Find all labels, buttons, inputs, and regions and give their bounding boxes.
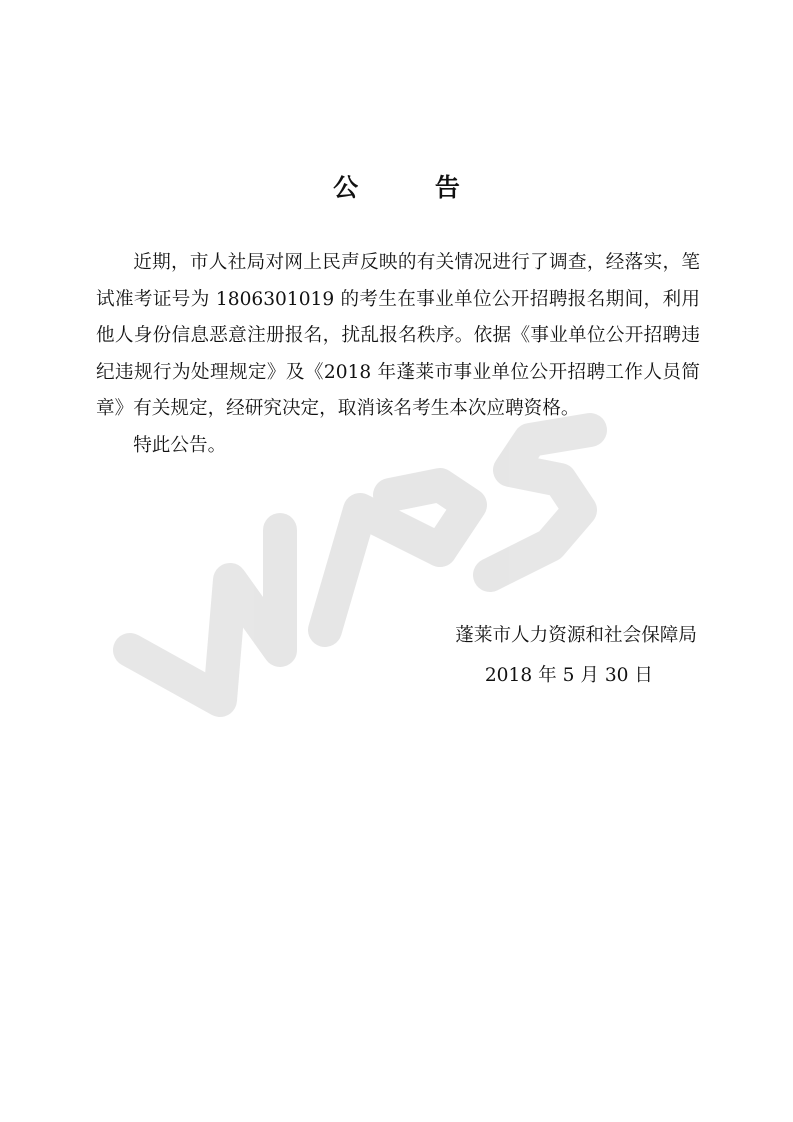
issuer-signature: 蓬莱市人力资源和社会保障局 <box>455 625 697 646</box>
announcement-body <box>96 245 700 464</box>
page-title: 公 告 <box>333 173 494 202</box>
body-paragraph: 特此公告。 <box>133 434 227 456</box>
body-paragraph: 近期，市人社局对网上民声反映的有关情况进行了调查，经落实，笔试准考证号为 1806301019 的考生在事业单位公开招聘报名期间，利用他人身份信息恶意注册报名，扰乱报名秩序。依据《事业单位公开招聘违纪违规行为处理规定》及《2018 年蓬莱市事业单位公开招聘工作人员简章》有关规定，经研究决定，取消该名考生本次应聘资格。 <box>96 252 700 419</box>
issue-date: 2018 年 5 月 30 日 <box>484 665 653 686</box>
